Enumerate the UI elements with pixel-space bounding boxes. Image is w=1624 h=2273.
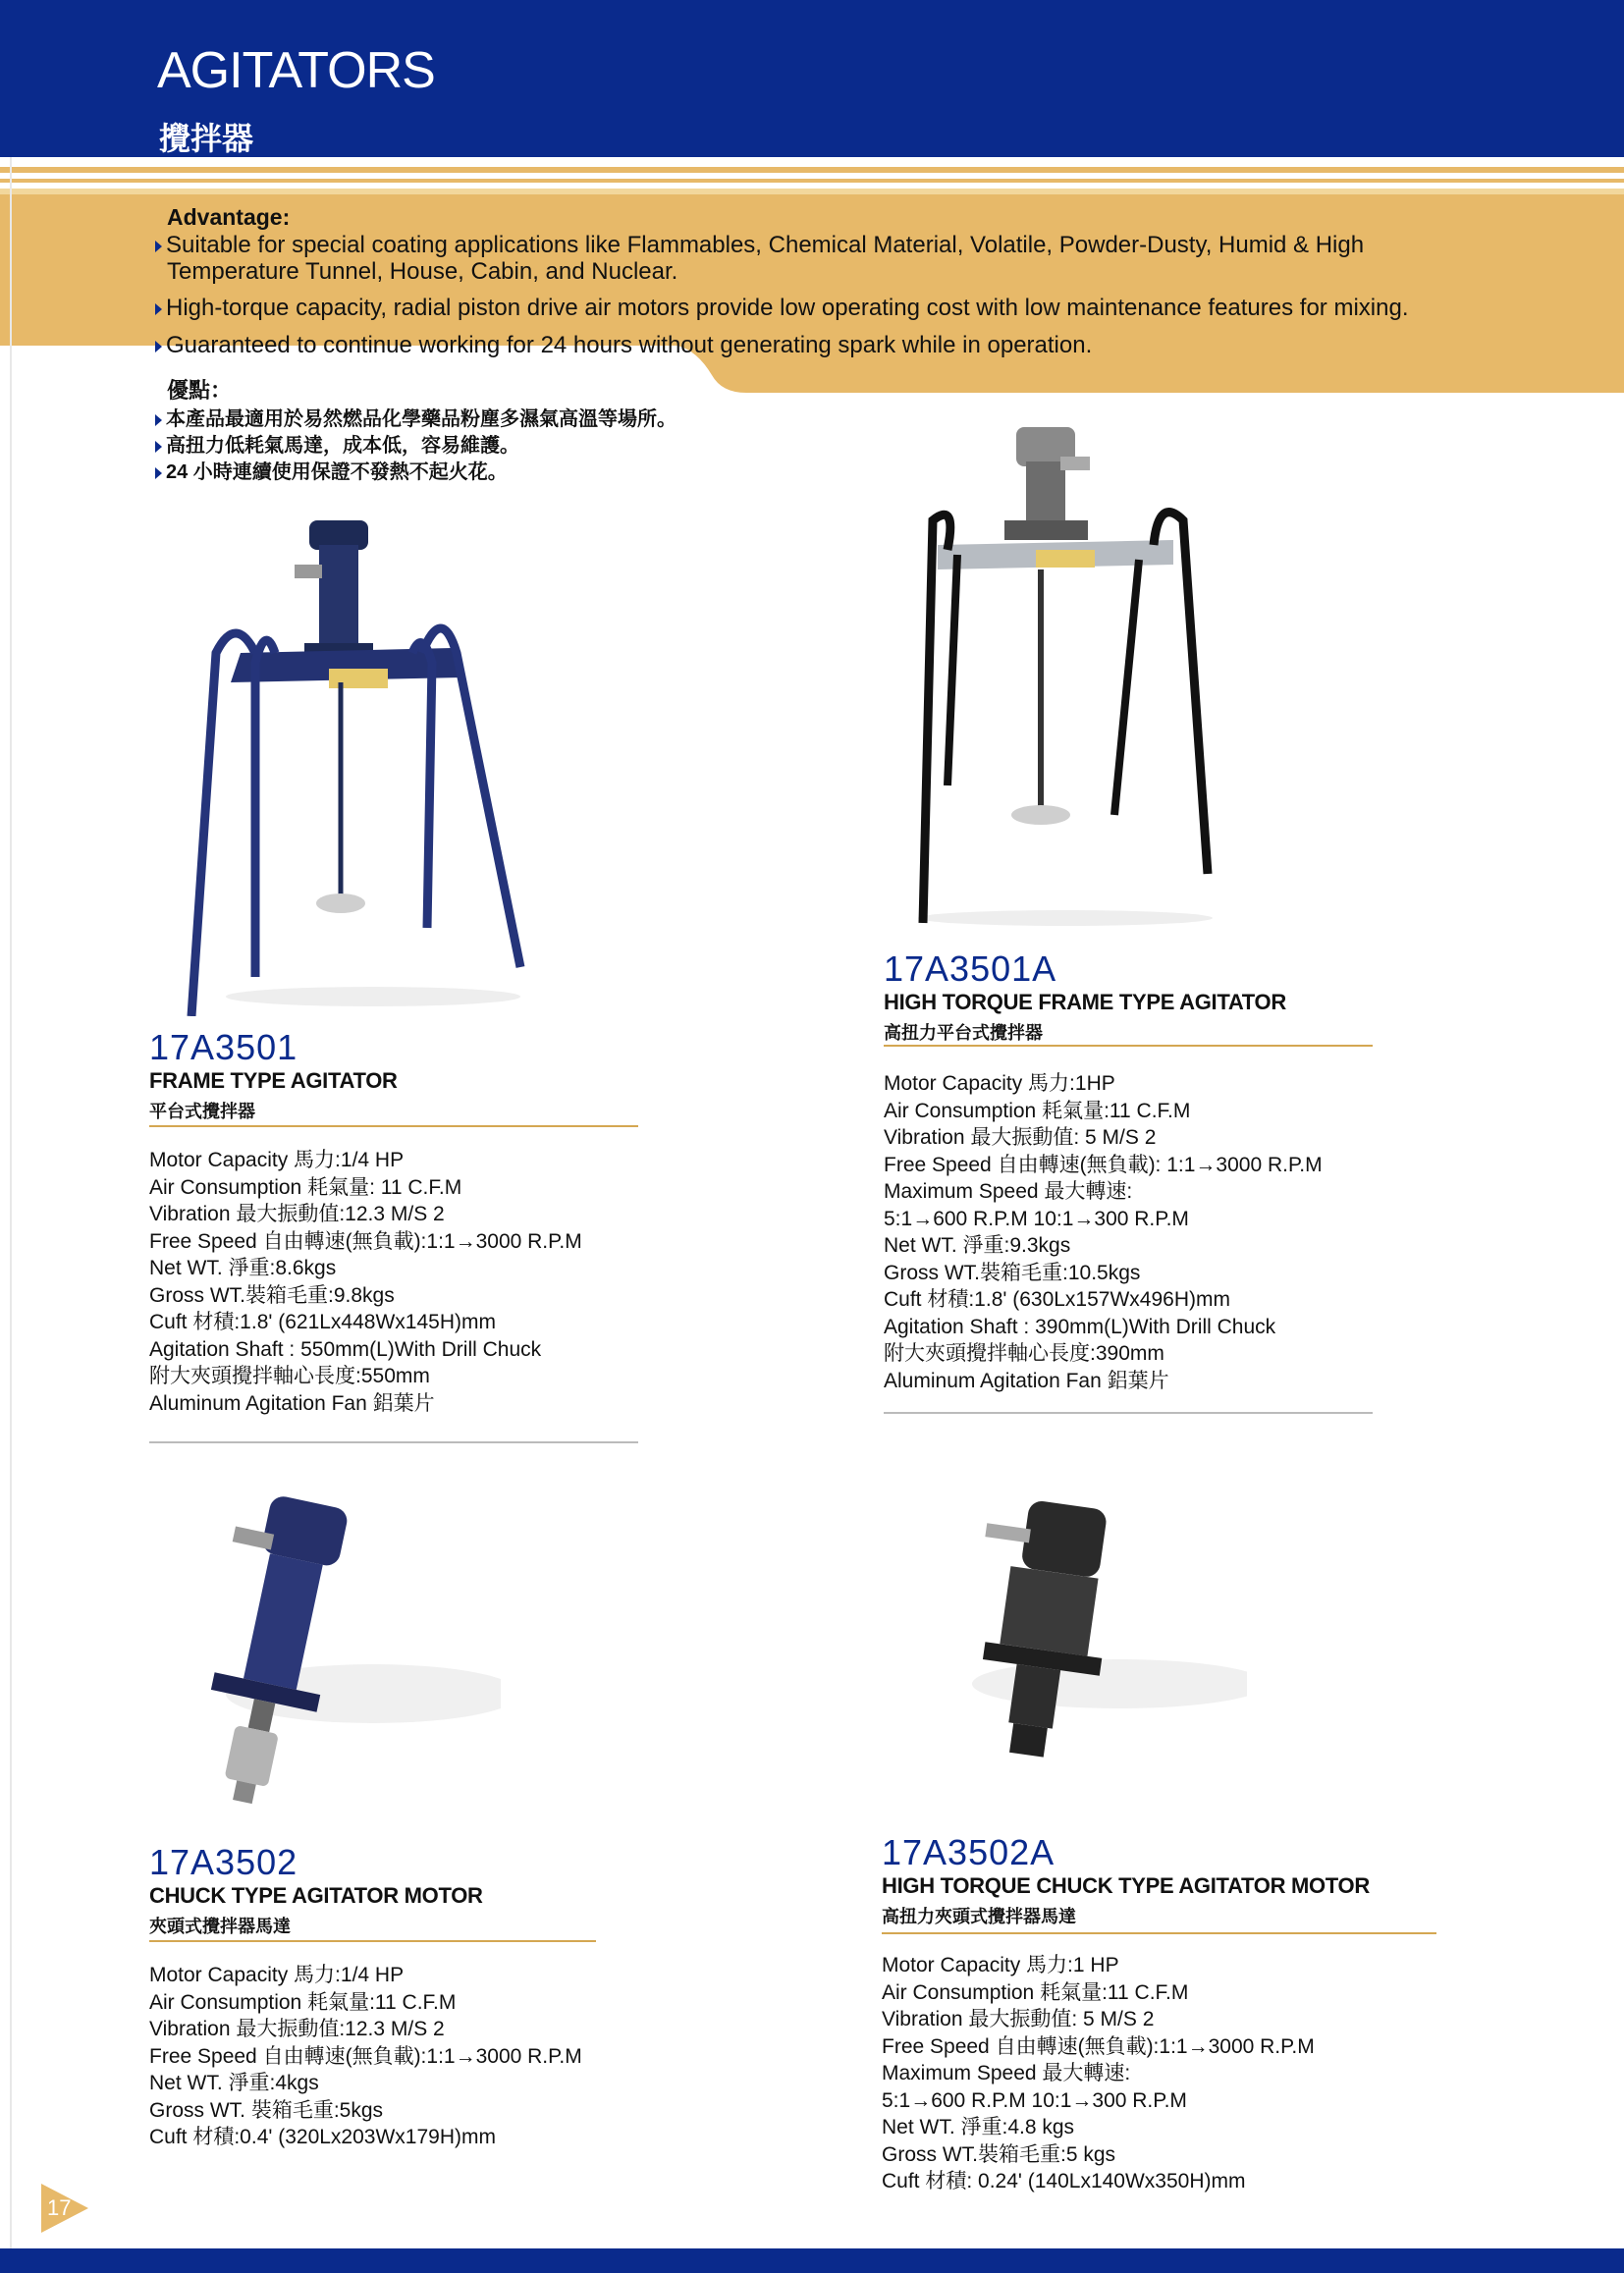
bullet-arrow-icon	[155, 241, 162, 252]
footer-bar	[0, 2248, 1624, 2273]
spec-line: 5:1→600 R.P.M 10:1→300 R.P.M	[882, 2088, 1187, 2112]
product-name: HIGH TORQUE CHUCK TYPE AGITATOR MOTOR	[882, 1873, 1370, 1898]
advantage-item-continued: Temperature Tunnel, House, Cabin, and Nuclear.	[167, 258, 678, 285]
advantage-item	[155, 295, 1408, 322]
spec-line: Vibration 最大振動值: 5 M/S 2	[882, 2008, 1155, 2030]
spec-line: Gross WT.裝箱毛重:10.5kgs	[884, 1261, 1141, 1284]
bullet-arrow-icon	[155, 414, 162, 426]
product-name-zh: 夾頭式攪拌器馬達	[149, 1917, 291, 1936]
advantage-label-zh: 優點：	[167, 378, 233, 403]
spec-line: Free Speed 自由轉速(無負載):1:1→3000 R.P.M	[149, 1229, 582, 1253]
product-model-17a3502: 17A3502	[149, 1842, 298, 1882]
spec-line: 附大夾頭攪拌軸心長度:550mm	[149, 1365, 430, 1387]
product-name: FRAME TYPE AGITATOR	[149, 1068, 398, 1093]
spec-line: Aluminum Agitation Fan 鋁葉片	[884, 1369, 1169, 1392]
spec-line: Gross WT.裝箱毛重:9.8kgs	[149, 1283, 395, 1307]
spec-line: Air Consumption 耗氣量:11 C.F.M	[882, 1980, 1189, 2004]
bullet-arrow-icon	[155, 441, 162, 453]
spec-line: Maximum Speed 最大轉速:	[884, 1180, 1133, 1203]
spec-line: Net WT. 淨重:4.8 kgs	[882, 2116, 1075, 2138]
page-title-zh: 攪拌器	[159, 121, 254, 156]
spec-line: Vibration 最大振動值:12.3 M/S 2	[149, 2018, 445, 2040]
spec-line: Motor Capacity 馬力:1/4 HP	[149, 1149, 405, 1171]
product-name-zh: 高扭力夾頭式攪拌器馬達	[882, 1907, 1076, 1926]
spec-line: Motor Capacity 馬力:1/4 HP	[149, 1964, 405, 1986]
spec-line: Cuft 材積: 0.24' (140Lx140Wx350H)mm	[882, 2170, 1246, 2192]
bullet-arrow-icon	[155, 303, 162, 315]
gold-stripe	[0, 179, 1624, 183]
spec-list	[149, 1147, 582, 1417]
spec-list	[882, 1952, 1315, 2195]
product-name: CHUCK TYPE AGITATOR MOTOR	[149, 1883, 483, 1908]
frame-agitator-image	[147, 506, 540, 1016]
spec-line: Aluminum Agitation Fan 鋁葉片	[149, 1391, 435, 1415]
divider	[149, 1125, 638, 1127]
page-number: 17	[47, 2195, 72, 2220]
bullet-arrow-icon	[155, 341, 162, 352]
high-torque-frame-agitator-image	[889, 422, 1262, 933]
spec-list	[884, 1070, 1323, 1394]
spec-line: Agitation Shaft : 550mm(L)With Drill Chuck	[149, 1337, 542, 1361]
advantage-item-zh-text: 24 小時連續使用保證不發熱不起火花。	[166, 461, 508, 483]
spec-line: Vibration 最大振動值: 5 M/S 2	[884, 1126, 1157, 1149]
spec-line: Motor Capacity 馬力:1 HP	[882, 1954, 1119, 1976]
advantage-item-zh	[155, 459, 508, 486]
advantage-item-text: High-torque capacity, radial piston drive air motors provide low operating cost with low maintenance features for mixing.	[166, 295, 1409, 321]
product-name-zh: 平台式攪拌器	[149, 1102, 255, 1121]
high-torque-chuck-agitator-motor-image	[933, 1488, 1247, 1841]
spec-line: Net WT. 淨重:4kgs	[149, 2072, 319, 2094]
spec-line: Cuft 材積:0.4' (320Lx203Wx179H)mm	[149, 2126, 496, 2148]
advantage-item-text: Suitable for special coating applications like Flammables, Chemical Material, Volatile, Powder-Dusty, Humid & High	[166, 232, 1365, 258]
divider	[149, 1441, 638, 1443]
advantage-item-zh-text: 本產品最適用於易然燃品化學藥品粉塵多濕氣高溫等場所。	[166, 408, 677, 430]
product-model-17a3502a: 17A3502A	[882, 1832, 1056, 1872]
spec-line: Gross WT. 裝箱毛重:5kgs	[149, 2098, 384, 2122]
spec-line: Agitation Shaft : 390mm(L)With Drill Chuck	[884, 1315, 1276, 1338]
spec-line: Free Speed 自由轉速(無負載):1:1→3000 R.P.M	[149, 2044, 582, 2068]
spec-line: Vibration 最大振動值:12.3 M/S 2	[149, 1203, 445, 1225]
advantage-item-zh-text: 高扭力低耗氣馬達，成本低，容易維護。	[166, 435, 519, 457]
spec-line: Gross WT.裝箱毛重:5 kgs	[882, 2142, 1116, 2166]
gold-stripe	[0, 167, 1624, 173]
divider	[149, 1940, 596, 1942]
spec-line: 5:1→600 R.P.M 10:1→300 R.P.M	[884, 1207, 1189, 1230]
advantage-item-zh	[155, 432, 519, 460]
product-model-17a3501: 17A3501	[149, 1027, 298, 1067]
spec-line: Free Speed 自由轉速(無負載): 1:1→3000 R.P.M	[884, 1153, 1323, 1176]
spec-list	[149, 1962, 582, 2151]
bullet-arrow-icon	[155, 467, 162, 479]
advantage-item-text: Guaranteed to continue working for 24 hours without generating spark while in operation.	[166, 332, 1093, 358]
advantage-item-zh	[155, 406, 677, 433]
divider	[884, 1045, 1373, 1047]
product-model-17a3501a: 17A3501A	[884, 948, 1057, 989]
spec-line: Air Consumption 耗氣量:11 C.F.M	[884, 1099, 1191, 1122]
spec-line: Free Speed 自由轉速(無負載):1:1→3000 R.P.M	[882, 2034, 1315, 2058]
spec-line: Air Consumption 耗氣量: 11 C.F.M	[149, 1175, 462, 1199]
page-title: AGITATORS	[157, 42, 435, 99]
spec-line: Net WT. 淨重:9.3kgs	[884, 1234, 1071, 1257]
advantage-item	[155, 332, 1092, 359]
divider	[882, 1932, 1436, 1934]
spec-line: Air Consumption 耗氣量:11 C.F.M	[149, 1990, 457, 2014]
divider	[884, 1412, 1373, 1414]
spec-line: Net WT. 淨重:8.6kgs	[149, 1257, 337, 1279]
advantage-item	[155, 232, 1364, 259]
spec-line: Motor Capacity 馬力:1HP	[884, 1072, 1115, 1095]
product-name: HIGH TORQUE FRAME TYPE AGITATOR	[884, 990, 1286, 1014]
page-margin-line	[10, 157, 12, 2248]
advantage-label: Advantage:	[167, 204, 291, 230]
spec-line: Maximum Speed 最大轉速:	[882, 2062, 1131, 2084]
product-name-zh: 高扭力平台式攪拌器	[884, 1023, 1043, 1043]
spec-line: Cuft 材積:1.8' (630Lx157Wx496H)mm	[884, 1288, 1230, 1311]
spec-line: 附大夾頭攪拌軸心長度:390mm	[884, 1342, 1164, 1365]
chuck-agitator-motor-image	[187, 1478, 501, 1851]
spec-line: Cuft 材積:1.8' (621Lx448Wx145H)mm	[149, 1311, 496, 1333]
